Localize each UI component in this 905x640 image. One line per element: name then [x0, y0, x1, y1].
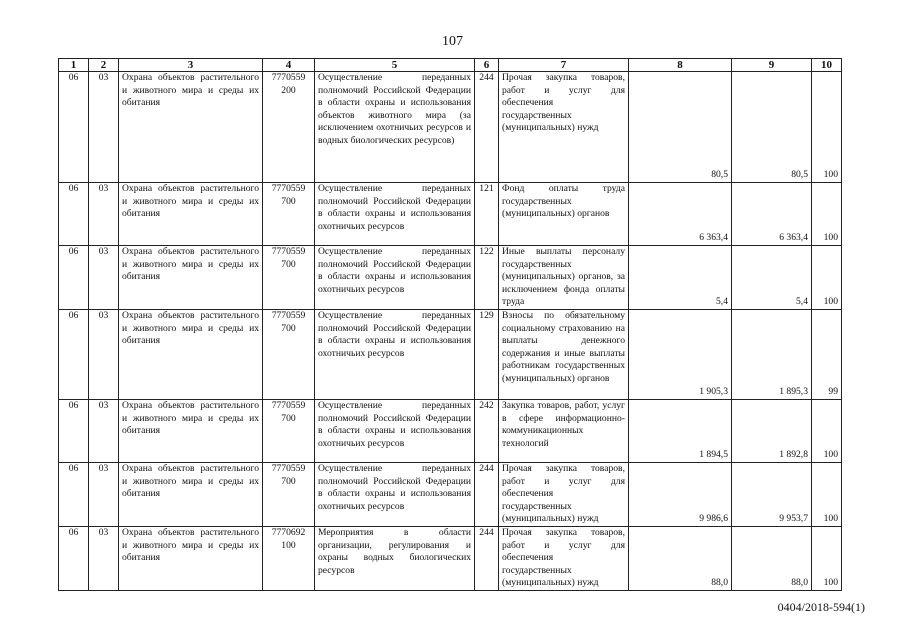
executed-value: 88,0	[732, 526, 812, 590]
target-article: 7770559 700	[263, 399, 315, 462]
planned-value: 6 363,4	[629, 183, 732, 246]
target-article: 7770559 700	[263, 183, 315, 246]
column-header: 9	[732, 59, 812, 72]
target-article: 7770692 100	[263, 526, 315, 590]
column-header: 2	[89, 59, 119, 72]
section-name: Охрана объектов растительного и животного мира и среды их обитания	[119, 462, 263, 526]
expense-type-code: 129	[475, 309, 499, 399]
section-code: 06	[59, 72, 89, 183]
percent-value: 100	[812, 399, 842, 462]
subsection-code: 03	[89, 399, 119, 462]
expense-type-name: Взносы по обязательному социальному страхованию на выплаты денежного содержания и иные выплаты работникам государственных (муниципальных) органов	[499, 309, 629, 399]
percent-value: 100	[812, 246, 842, 310]
expense-type-name: Закупка товаров, работ, услуг в сфере информационно-коммуникационных технологий	[499, 399, 629, 462]
table-row	[59, 246, 842, 310]
table-row	[59, 399, 842, 462]
table-row	[59, 526, 842, 590]
planned-value: 9 986,6	[629, 462, 732, 526]
budget-table	[58, 58, 842, 591]
article-name: Осуществление переданных полномочий Российской Федерации в области охраны и использования охотничьих ресурсов	[315, 462, 475, 526]
section-name: Охрана объектов растительного и животного мира и среды их обитания	[119, 183, 263, 246]
section-code: 06	[59, 399, 89, 462]
target-article: 7770559 700	[263, 462, 315, 526]
column-header: 6	[475, 59, 499, 72]
section-name: Охрана объектов растительного и животного мира и среды их обитания	[119, 246, 263, 310]
target-article: 7770559 700	[263, 246, 315, 310]
table-row	[59, 72, 842, 183]
column-header: 1	[59, 59, 89, 72]
table-row	[59, 309, 842, 399]
article-name: Мероприятия в области организации, регулирования и охраны водных биологических ресурсов	[315, 526, 475, 590]
section-code: 06	[59, 246, 89, 310]
planned-value: 5,4	[629, 246, 732, 310]
section-name: Охрана объектов растительного и животного мира и среды их обитания	[119, 309, 263, 399]
subsection-code: 03	[89, 526, 119, 590]
subsection-code: 03	[89, 309, 119, 399]
subsection-code: 03	[89, 183, 119, 246]
expense-type-name: Иные выплаты персоналу государственных (муниципальных) органов, за исключением фонда оплаты труда	[499, 246, 629, 310]
subsection-code: 03	[89, 246, 119, 310]
executed-value: 5,4	[732, 246, 812, 310]
section-code: 06	[59, 462, 89, 526]
percent-value: 100	[812, 462, 842, 526]
percent-value: 100	[812, 72, 842, 183]
article-name: Осуществление переданных полномочий Российской Федерации в области охраны и использования охотничьих ресурсов	[315, 246, 475, 310]
column-header: 10	[812, 59, 842, 72]
section-code: 06	[59, 309, 89, 399]
percent-value: 100	[812, 183, 842, 246]
section-code: 06	[59, 183, 89, 246]
expense-type-name: Прочая закупка товаров, работ и услуг для обеспечения государственных (муниципальных) нужд	[499, 462, 629, 526]
expense-type-name: Фонд оплаты труда государственных (муниципальных) органов	[499, 183, 629, 246]
planned-value: 1 894,5	[629, 399, 732, 462]
expense-type-code: 242	[475, 399, 499, 462]
planned-value: 80,5	[629, 72, 732, 183]
document-code: 0404/2018-594(1)	[777, 600, 865, 614]
table-row	[59, 462, 842, 526]
expense-type-code: 121	[475, 183, 499, 246]
column-header: 8	[629, 59, 732, 72]
expense-type-code: 122	[475, 246, 499, 310]
target-article: 7770559 200	[263, 72, 315, 183]
table-row	[59, 183, 842, 246]
expense-type-code: 244	[475, 526, 499, 590]
planned-value: 88,0	[629, 526, 732, 590]
header-row	[59, 59, 842, 72]
executed-value: 80,5	[732, 72, 812, 183]
section-code: 06	[59, 526, 89, 590]
executed-value: 1 895,3	[732, 309, 812, 399]
section-name: Охрана объектов растительного и животного мира и среды их обитания	[119, 399, 263, 462]
target-article: 7770559 700	[263, 309, 315, 399]
executed-value: 1 892,8	[732, 399, 812, 462]
expense-type-name: Прочая закупка товаров, работ и услуг для обеспечения государственных (муниципальных) нужд	[499, 72, 629, 183]
executed-value: 9 953,7	[732, 462, 812, 526]
article-name: Осуществление переданных полномочий Российской Федерации в области охраны и использования охотничьих ресурсов	[315, 183, 475, 246]
article-name: Осуществление переданных полномочий Российской Федерации в области охраны и использования объектов животного мира (за исключением охотничьих ресурсов и водных биологических ресурсов)	[315, 72, 475, 183]
column-header: 4	[263, 59, 315, 72]
percent-value: 99	[812, 309, 842, 399]
expense-type-name: Прочая закупка товаров, работ и услуг для обеспечения государственных (муниципальных) нужд	[499, 526, 629, 590]
column-header: 7	[499, 59, 629, 72]
subsection-code: 03	[89, 72, 119, 183]
planned-value: 1 905,3	[629, 309, 732, 399]
article-name: Осуществление переданных полномочий Российской Федерации в области охраны и использования охотничьих ресурсов	[315, 399, 475, 462]
page-number: 107	[442, 34, 463, 49]
article-name: Осуществление переданных полномочий Российской Федерации в области охраны и использования охотничьих ресурсов	[315, 309, 475, 399]
column-header: 3	[119, 59, 263, 72]
section-name: Охрана объектов растительного и животного мира и среды их обитания	[119, 72, 263, 183]
section-name: Охрана объектов растительного и животного мира и среды их обитания	[119, 526, 263, 590]
column-header: 5	[315, 59, 475, 72]
subsection-code: 03	[89, 462, 119, 526]
executed-value: 6 363,4	[732, 183, 812, 246]
percent-value: 100	[812, 526, 842, 590]
expense-type-code: 244	[475, 72, 499, 183]
expense-type-code: 244	[475, 462, 499, 526]
